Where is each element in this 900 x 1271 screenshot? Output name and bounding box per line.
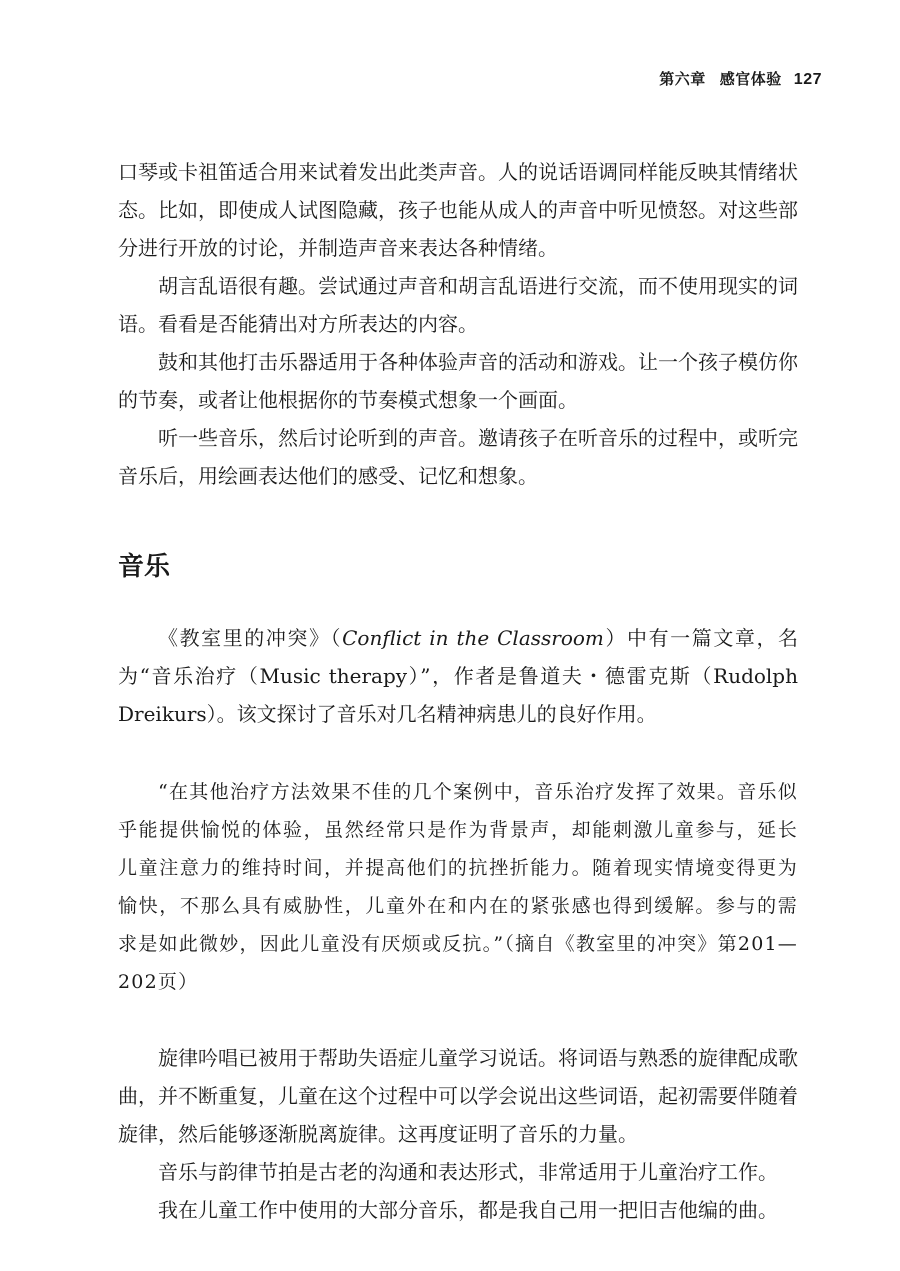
book-title-italic: Conflict in the Classroom: [342, 626, 604, 650]
intro-text-after: ）中有一篇文章，名为“音乐治疗（Music therapy）”，作者是鲁道夫・德雷克斯（Rudolph Dreikurs）。该文探讨了音乐对几名精神病患儿的良好作用。: [118, 626, 799, 726]
running-header: [659, 68, 822, 89]
body-paragraph: 口琴或卡祖笛适合用来试着发出此类声音。人的说话语调同样能反映其情绪状态。比如，即使成人试图隐藏，孩子也能从成人的声音中听见愤怒。对这些部分进行开放的讨论，并制造声音来表达各种情绪。: [118, 160, 798, 260]
section-heading: 音乐: [118, 552, 171, 582]
chapter-label: 第六章: [659, 70, 706, 88]
page-body: [118, 153, 798, 1229]
page-number: 127: [793, 71, 822, 88]
body-paragraph: 旋律吟唱已被用于帮助失语症儿童学习说话。将词语与熟悉的旋律配成歌曲，并不断重复，儿童在这个过程中可以学会说出这些词语，起初需要伴随着旋律，然后能够逐渐脱离旋律。这再度证明了音乐的力量。: [118, 1046, 798, 1146]
intro-paragraph: [118, 619, 798, 733]
body-paragraph: 听一些音乐，然后讨论听到的声音。邀请孩子在听音乐的过程中，或听完音乐后，用绘画表达他们的感受、记忆和想象。: [118, 426, 798, 488]
body-paragraph: 我在儿童工作中使用的大部分音乐，都是我自己用一把旧吉他编的曲。: [158, 1198, 778, 1222]
body-paragraph: 胡言乱语很有趣。尝试通过声音和胡言乱语进行交流，而不使用现实的词语。看看是否能猜出对方所表达的内容。: [118, 274, 798, 336]
body-paragraph: 音乐与韵律节拍是古老的沟通和表达形式，非常适用于儿童治疗工作。: [158, 1160, 778, 1184]
body-paragraph: 鼓和其他打击乐器适用于各种体验声音的活动和游戏。让一个孩子模仿你的节奏，或者让他根据你的节奏模式想象一个画面。: [118, 350, 798, 412]
intro-text-before: 《教室里的冲突》（: [158, 626, 343, 650]
section-label: 感官体验: [719, 70, 782, 88]
block-quote: “在其他治疗方法效果不佳的几个案例中，音乐治疗发挥了效果。音乐似乎能提供愉悦的体验，虽然经常只是作为背景声，却能刺激儿童参与，延长儿童注意力的维持时间，并提高他们的抗挫折能力。随着现实情境变得更为愉快，不那么具有威胁性，儿童外在和内在的紧张感也得到缓解。参与的需求是如此微妙，因此儿童没有厌烦或反抗。”（摘自《教室里的冲突》第201—202页）: [118, 781, 798, 993]
